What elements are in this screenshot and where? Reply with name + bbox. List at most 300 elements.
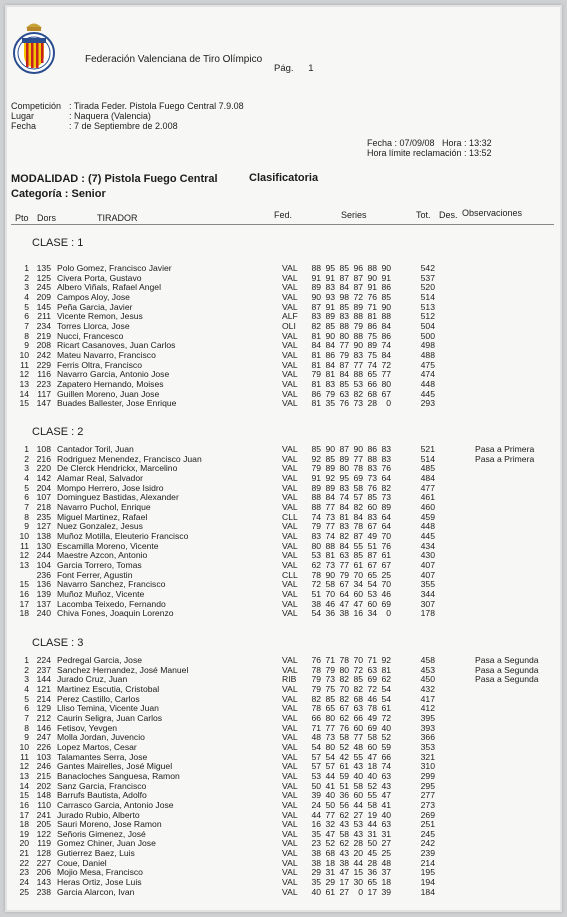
bib-cell: 236 xyxy=(36,569,51,580)
rank-cell: 15 xyxy=(19,790,29,801)
series-score-cell: 76 xyxy=(381,463,391,474)
series-score-cell: 88 xyxy=(353,369,363,380)
series-score-cell: 27 xyxy=(381,838,391,849)
results-table xyxy=(11,445,534,619)
series-score-cell: 61 xyxy=(339,761,349,772)
section-title: CLASE : 1 xyxy=(32,237,84,249)
federation-name: Federación Valenciana de Tiro Olímpico xyxy=(85,54,263,65)
series-score-cell: 63 xyxy=(381,770,391,781)
series-score-cell: 71 xyxy=(311,722,321,733)
series-score-cell: 34 xyxy=(353,579,363,590)
series-score-cell: 15 xyxy=(353,867,363,878)
series-score-cell: 57 xyxy=(353,492,363,503)
series-score-cell: 81 xyxy=(311,398,321,409)
series-score-cell: 54 xyxy=(381,693,391,704)
series-score-cell: 79 xyxy=(311,683,321,694)
rank-cell: 5 xyxy=(24,301,29,312)
series-score-cell: 88 xyxy=(353,311,363,322)
observation-cell xyxy=(435,322,475,332)
series-score-cell: 17 xyxy=(367,886,377,897)
header-divider xyxy=(11,224,554,225)
bib-cell: 145 xyxy=(36,301,51,312)
shooter-name-cell: Heras Ortiz, Jose Luis xyxy=(57,877,142,888)
col-header-fed: Fed. xyxy=(274,210,293,220)
series-score-cell: 73 xyxy=(325,674,335,685)
table-row xyxy=(11,609,534,619)
series-score-cell: 91 xyxy=(381,272,391,283)
rank-cell: 11 xyxy=(20,751,29,762)
total-score-cell: 477 xyxy=(420,482,435,493)
bib-cell: 135 xyxy=(36,263,51,273)
series-score-cell: 38 xyxy=(339,608,349,619)
series-score-cell: 82 xyxy=(353,388,363,399)
series-score-cell: 88 xyxy=(367,453,377,464)
rank-cell: 9 xyxy=(24,521,29,532)
rank-cell: 8 xyxy=(24,511,29,522)
bib-cell: 202 xyxy=(36,780,51,791)
series-score-cell: 90 xyxy=(325,330,335,341)
series-score-cell: 83 xyxy=(353,349,363,360)
series-score-cell: 25 xyxy=(381,848,391,859)
observation-cell xyxy=(435,888,539,898)
total-score-cell: 434 xyxy=(420,540,435,551)
federation-cell: VAL xyxy=(282,398,298,409)
bib-cell: 212 xyxy=(36,712,51,723)
section-title: CLASE : 2 xyxy=(32,426,84,438)
federation-crest-logo xyxy=(12,16,56,76)
series-score-cell: 67 xyxy=(367,559,377,570)
col-header-tot: Tot. xyxy=(416,210,431,220)
date-line xyxy=(11,121,178,131)
bib-cell: 242 xyxy=(36,349,51,360)
shooter-name-cell: Miguel Martinez, Rafael xyxy=(57,511,148,522)
total-score-cell: 474 xyxy=(420,369,435,380)
rank-cell: 6 xyxy=(24,703,29,714)
series-score-cell: 89 xyxy=(325,311,335,322)
bib-cell: 103 xyxy=(36,751,51,762)
observation-cell: Pasa a Primera xyxy=(475,444,535,454)
series-score-cell: 84 xyxy=(381,320,391,331)
total-score-cell: 239 xyxy=(420,848,435,859)
series-score-cell: 89 xyxy=(311,482,321,493)
bib-cell: 229 xyxy=(36,359,51,370)
federation-cell: VAL xyxy=(282,530,298,541)
series-score-cell: 52 xyxy=(325,838,335,849)
series-score-cell: 47 xyxy=(325,828,335,839)
results-sheet xyxy=(5,5,562,912)
shooter-name-cell: Escamilla Moreno, Vicente xyxy=(57,540,159,551)
federation-cell: VAL xyxy=(282,693,298,704)
series-score-cell: 92 xyxy=(381,655,391,665)
series-score-cell: 19 xyxy=(367,809,377,820)
series-score-cell: 43 xyxy=(339,848,349,859)
series-score-cell: 66 xyxy=(367,378,377,389)
series-score-cell: 79 xyxy=(325,388,335,399)
series-score-cell: 88 xyxy=(325,540,335,551)
total-score-cell: 395 xyxy=(420,712,435,723)
total-score-cell: 412 xyxy=(420,703,435,714)
federation-cell: VAL xyxy=(282,482,298,493)
federation-cell: VAL xyxy=(282,378,298,389)
rank-cell: 13 xyxy=(19,559,29,570)
total-score-cell: 513 xyxy=(420,301,435,312)
print-date-time: Fecha : 07/09/08 Hora : 13:32 xyxy=(367,138,492,148)
series-score-cell: 88 xyxy=(381,311,391,322)
bib-cell: 147 xyxy=(36,398,51,409)
series-score-cell: 84 xyxy=(325,359,335,370)
series-score-cell: 54 xyxy=(367,579,377,590)
series-score-cell: 83 xyxy=(367,463,377,474)
observation-cell xyxy=(435,361,475,371)
series-score-cell: 27 xyxy=(353,809,363,820)
series-score-cell: 58 xyxy=(325,579,335,590)
series-score-cell: 78 xyxy=(311,664,321,675)
series-score-cell: 39 xyxy=(311,790,321,801)
observation-cell xyxy=(435,351,475,361)
series-score-cell: 85 xyxy=(381,291,391,302)
observation-cell xyxy=(435,733,539,743)
series-score-cell: 36 xyxy=(325,608,335,619)
total-score-cell: 178 xyxy=(420,608,435,619)
federation-cell: VAL xyxy=(282,263,298,273)
rank-cell: 10 xyxy=(19,349,29,360)
table-row xyxy=(11,399,475,409)
total-score-cell: 458 xyxy=(420,655,435,665)
series-score-cell: 81 xyxy=(311,378,321,389)
observation-cell xyxy=(435,580,534,590)
series-score-cell: 81 xyxy=(325,369,335,380)
series-score-cell: 86 xyxy=(367,320,377,331)
series-score-cell: 62 xyxy=(381,674,391,685)
observation-cell xyxy=(435,830,539,840)
rank-cell: 2 xyxy=(24,664,29,675)
bib-cell: 137 xyxy=(36,598,51,609)
series-score-cell: 36 xyxy=(339,790,349,801)
series-score-cell: 72 xyxy=(353,664,363,675)
total-score-cell: 366 xyxy=(420,732,435,743)
observation-cell xyxy=(435,464,534,474)
series-score-cell: 82 xyxy=(353,501,363,512)
series-score-cell: 17 xyxy=(339,877,349,888)
rank-cell: 2 xyxy=(24,453,29,464)
federation-cell: VAL xyxy=(282,751,298,762)
shooter-name-cell: Talamantes Serra, Jose xyxy=(57,751,148,762)
series-score-cell: 51 xyxy=(367,540,377,551)
total-score-cell: 448 xyxy=(420,378,435,389)
federation-cell: VAL xyxy=(282,867,298,878)
total-score-cell: 460 xyxy=(420,501,435,512)
series-score-cell: 45 xyxy=(367,848,377,859)
shooter-name-cell: Gomez Chiner, Juan Jose xyxy=(57,838,156,849)
observation-cell xyxy=(435,293,475,303)
bib-cell: 110 xyxy=(37,799,51,810)
bib-cell: 211 xyxy=(37,311,51,322)
series-score-cell: 75 xyxy=(367,349,377,360)
observation-cell xyxy=(435,532,534,542)
total-score-cell: 484 xyxy=(420,472,435,483)
series-score-cell: 85 xyxy=(367,492,377,503)
total-score-cell: 293 xyxy=(420,398,435,409)
total-score-cell: 448 xyxy=(420,521,435,532)
bib-cell: 220 xyxy=(36,463,51,474)
series-score-cell: 50 xyxy=(325,799,335,810)
series-score-cell: 65 xyxy=(325,703,335,714)
series-score-cell: 29 xyxy=(311,867,321,878)
shooter-name-cell: De Clerck Hendrickx, Marcelino xyxy=(57,463,178,474)
series-score-cell: 64 xyxy=(381,511,391,522)
series-score-cell: 61 xyxy=(325,886,335,897)
series-score-cell: 42 xyxy=(339,751,349,762)
total-score-cell: 432 xyxy=(420,683,435,694)
series-score-cell: 46 xyxy=(325,598,335,609)
series-score-cell: 60 xyxy=(367,741,377,752)
bib-cell: 128 xyxy=(36,848,51,859)
series-score-cell: 71 xyxy=(325,655,335,665)
series-score-cell: 43 xyxy=(353,828,363,839)
series-score-cell: 74 xyxy=(381,761,391,772)
series-score-cell: 82 xyxy=(311,693,321,704)
shooter-name-cell: Muñoz Muñoz, Vicente xyxy=(57,588,145,599)
series-score-cell: 50 xyxy=(367,838,377,849)
series-score-cell: 57 xyxy=(311,751,321,762)
bib-cell: 117 xyxy=(37,388,51,399)
shooter-name-cell: Nucci, Francesco xyxy=(57,330,124,341)
series-score-cell: 89 xyxy=(353,301,363,312)
series-score-cell: 70 xyxy=(339,683,349,694)
bib-cell: 130 xyxy=(36,540,51,551)
series-score-cell: 43 xyxy=(339,819,349,830)
series-score-cell: 59 xyxy=(381,741,391,752)
rank-cell: 14 xyxy=(19,780,29,791)
total-score-cell: 430 xyxy=(420,550,435,561)
rank-cell: 2 xyxy=(24,272,29,283)
observation-cell xyxy=(435,380,475,390)
observation-cell xyxy=(435,609,534,619)
shooter-name-cell: Zapatero Hernando, Moises xyxy=(57,378,164,389)
series-score-cell: 49 xyxy=(367,530,377,541)
series-score-cell: 23 xyxy=(311,838,321,849)
federation-cell: VAL xyxy=(282,550,298,561)
bib-cell: 244 xyxy=(36,550,51,561)
total-score-cell: 277 xyxy=(420,790,435,801)
col-header-series: Series xyxy=(341,210,367,220)
series-score-cell: 68 xyxy=(353,693,363,704)
series-score-cell: 89 xyxy=(367,340,377,351)
series-score-cell: 88 xyxy=(353,330,363,341)
federation-cell: VAL xyxy=(282,761,298,772)
series-score-cell: 28 xyxy=(367,398,377,409)
observation-cell xyxy=(435,513,534,523)
series-score-cell: 88 xyxy=(311,492,321,503)
observation-cell xyxy=(435,590,534,600)
series-score-cell: 47 xyxy=(353,598,363,609)
series-score-cell: 95 xyxy=(339,472,349,483)
observation-cell xyxy=(435,849,539,859)
total-score-cell: 407 xyxy=(420,559,435,570)
federation-cell: CLL xyxy=(282,511,298,522)
rank-cell: 6 xyxy=(24,492,29,503)
series-score-cell: 92 xyxy=(311,453,321,464)
series-score-cell: 85 xyxy=(339,301,349,312)
bib-cell: 121 xyxy=(36,683,51,694)
rank-cell: 9 xyxy=(24,732,29,743)
series-score-cell: 20 xyxy=(353,848,363,859)
bib-cell: 127 xyxy=(36,521,51,532)
federation-cell: VAL xyxy=(282,877,298,888)
clase-2-section xyxy=(11,426,534,619)
series-score-cell: 89 xyxy=(325,482,335,493)
series-score-cell: 86 xyxy=(311,388,321,399)
series-score-cell: 55 xyxy=(367,790,377,801)
series-score-cell: 60 xyxy=(353,790,363,801)
series-score-cell: 44 xyxy=(353,857,363,868)
total-score-cell: 245 xyxy=(420,828,435,839)
series-score-cell: 83 xyxy=(339,482,349,493)
date-value: : 7 de Septiembre de 2.008 xyxy=(69,121,178,131)
shooter-name-cell: Ricart Casanoves, Juan Carlos xyxy=(57,340,176,351)
series-score-cell: 66 xyxy=(353,712,363,723)
series-score-cell: 44 xyxy=(325,770,335,781)
series-score-cell: 85 xyxy=(325,453,335,464)
series-score-cell: 83 xyxy=(381,444,391,454)
federation-cell: VAL xyxy=(282,463,298,474)
series-score-cell: 60 xyxy=(367,598,377,609)
series-score-cell: 82 xyxy=(353,683,363,694)
federation-cell: VAL xyxy=(282,809,298,820)
series-score-cell: 57 xyxy=(325,761,335,772)
rank-cell: 4 xyxy=(24,291,29,302)
series-score-cell: 80 xyxy=(339,463,349,474)
place-value: : Naquera (Valencia) xyxy=(69,111,151,121)
rank-cell: 22 xyxy=(19,857,29,868)
series-score-cell: 87 xyxy=(339,272,349,283)
total-score-cell: 488 xyxy=(420,349,435,360)
series-score-cell: 54 xyxy=(325,751,335,762)
bib-cell: 216 xyxy=(36,453,51,464)
series-score-cell: 65 xyxy=(367,369,377,380)
series-score-cell: 82 xyxy=(339,674,349,685)
observation-cell xyxy=(435,782,539,792)
bib-cell: 146 xyxy=(36,722,51,733)
bib-cell: 247 xyxy=(36,732,51,743)
table-row xyxy=(11,888,539,898)
series-score-cell: 87 xyxy=(339,444,349,454)
shooter-name-cell: Navarro Garcia, Antonio Jose xyxy=(57,369,170,380)
series-score-cell: 54 xyxy=(381,683,391,694)
series-score-cell: 75 xyxy=(367,330,377,341)
series-score-cell: 74 xyxy=(325,530,335,541)
total-score-cell: 461 xyxy=(420,492,435,503)
shooter-name-cell: Cantador Toril, Juan xyxy=(57,444,134,454)
series-score-cell: 79 xyxy=(339,349,349,360)
series-score-cell: 85 xyxy=(339,263,349,273)
series-score-cell: 76 xyxy=(339,398,349,409)
series-score-cell: 78 xyxy=(311,569,321,580)
series-score-cell: 74 xyxy=(367,359,377,370)
series-score-cell: 86 xyxy=(381,330,391,341)
series-score-cell: 83 xyxy=(325,378,335,389)
rank-cell: 8 xyxy=(24,722,29,733)
series-score-cell: 88 xyxy=(367,263,377,273)
bib-cell: 215 xyxy=(36,770,51,781)
federation-cell: VAL xyxy=(282,608,298,619)
total-score-cell: 251 xyxy=(420,819,435,830)
total-score-cell: 310 xyxy=(420,761,435,772)
shooter-name-cell: Albero Viñals, Rafael Angel xyxy=(57,282,161,293)
series-score-cell: 47 xyxy=(339,598,349,609)
series-score-cell: 48 xyxy=(353,741,363,752)
series-score-cell: 62 xyxy=(339,838,349,849)
series-score-cell: 77 xyxy=(325,809,335,820)
observation-cell xyxy=(435,868,539,878)
series-score-cell: 35 xyxy=(325,398,335,409)
series-score-cell: 89 xyxy=(311,282,321,293)
series-score-cell: 77 xyxy=(353,453,363,464)
series-score-cell: 91 xyxy=(325,301,335,312)
observation-cell: Pasa a Segunda xyxy=(475,655,539,665)
bib-cell: 143 xyxy=(36,877,51,888)
shooter-name-cell: Sanz Garcia, Francisco xyxy=(57,780,147,791)
shooter-name-cell: Ferris Oltra, Francisco xyxy=(57,359,142,370)
series-score-cell: 47 xyxy=(367,751,377,762)
observation-cell xyxy=(435,341,475,351)
series-score-cell: 47 xyxy=(381,790,391,801)
series-score-cell: 35 xyxy=(311,877,321,888)
total-score-cell: 500 xyxy=(420,330,435,341)
shooter-name-cell: Perez Castillo, Carlos xyxy=(57,693,140,704)
series-score-cell: 91 xyxy=(325,272,335,283)
series-score-cell: 61 xyxy=(353,559,363,570)
claim-deadline: Hora límite reclamación : 13:52 xyxy=(367,148,492,158)
series-score-cell: 44 xyxy=(353,799,363,810)
federation-cell: VAL xyxy=(282,712,298,723)
observation-cell xyxy=(435,714,539,724)
series-score-cell: 87 xyxy=(353,530,363,541)
shooter-name-cell: Lacomba Teixedo, Fernando xyxy=(57,598,166,609)
shooter-name-cell: Lliso Temina, Vicente Juan xyxy=(57,703,159,714)
series-score-cell: 81 xyxy=(311,330,321,341)
observation-cell xyxy=(435,772,539,782)
shooter-name-cell: Rodriguez Menendez, Francisco Juan xyxy=(57,453,202,464)
series-score-cell: 58 xyxy=(339,828,349,839)
observation-cell xyxy=(435,839,539,849)
shooter-name-cell: Fetisov, Yevgen xyxy=(57,722,118,733)
bib-cell: 148 xyxy=(36,790,51,801)
federation-cell: VAL xyxy=(282,340,298,351)
series-score-cell: 60 xyxy=(353,722,363,733)
bib-cell: 241 xyxy=(36,809,51,820)
observation-cell xyxy=(435,561,534,571)
total-score-cell: 521 xyxy=(420,444,435,454)
series-score-cell: 32 xyxy=(325,819,335,830)
series-score-cell: 85 xyxy=(353,550,363,561)
observation-cell xyxy=(435,753,539,763)
rank-cell: 5 xyxy=(24,482,29,493)
shooter-name-cell: Chiva Fones, Joaquin Lorenzo xyxy=(57,608,174,619)
series-score-cell: 72 xyxy=(367,683,377,694)
observation-cell xyxy=(435,399,475,409)
shooter-name-cell: Civera Porta, Gustavo xyxy=(57,272,142,283)
total-score-cell: 242 xyxy=(420,838,435,849)
series-score-cell: 72 xyxy=(353,291,363,302)
series-score-cell: 18 xyxy=(381,877,391,888)
federation-cell: VAL xyxy=(282,838,298,849)
series-score-cell: 84 xyxy=(325,340,335,351)
observation-cell xyxy=(435,695,539,705)
series-score-cell: 90 xyxy=(325,569,335,580)
shooter-name-cell: Sauri Moreno, Jose Ramon xyxy=(57,819,162,830)
series-score-cell: 84 xyxy=(339,501,349,512)
